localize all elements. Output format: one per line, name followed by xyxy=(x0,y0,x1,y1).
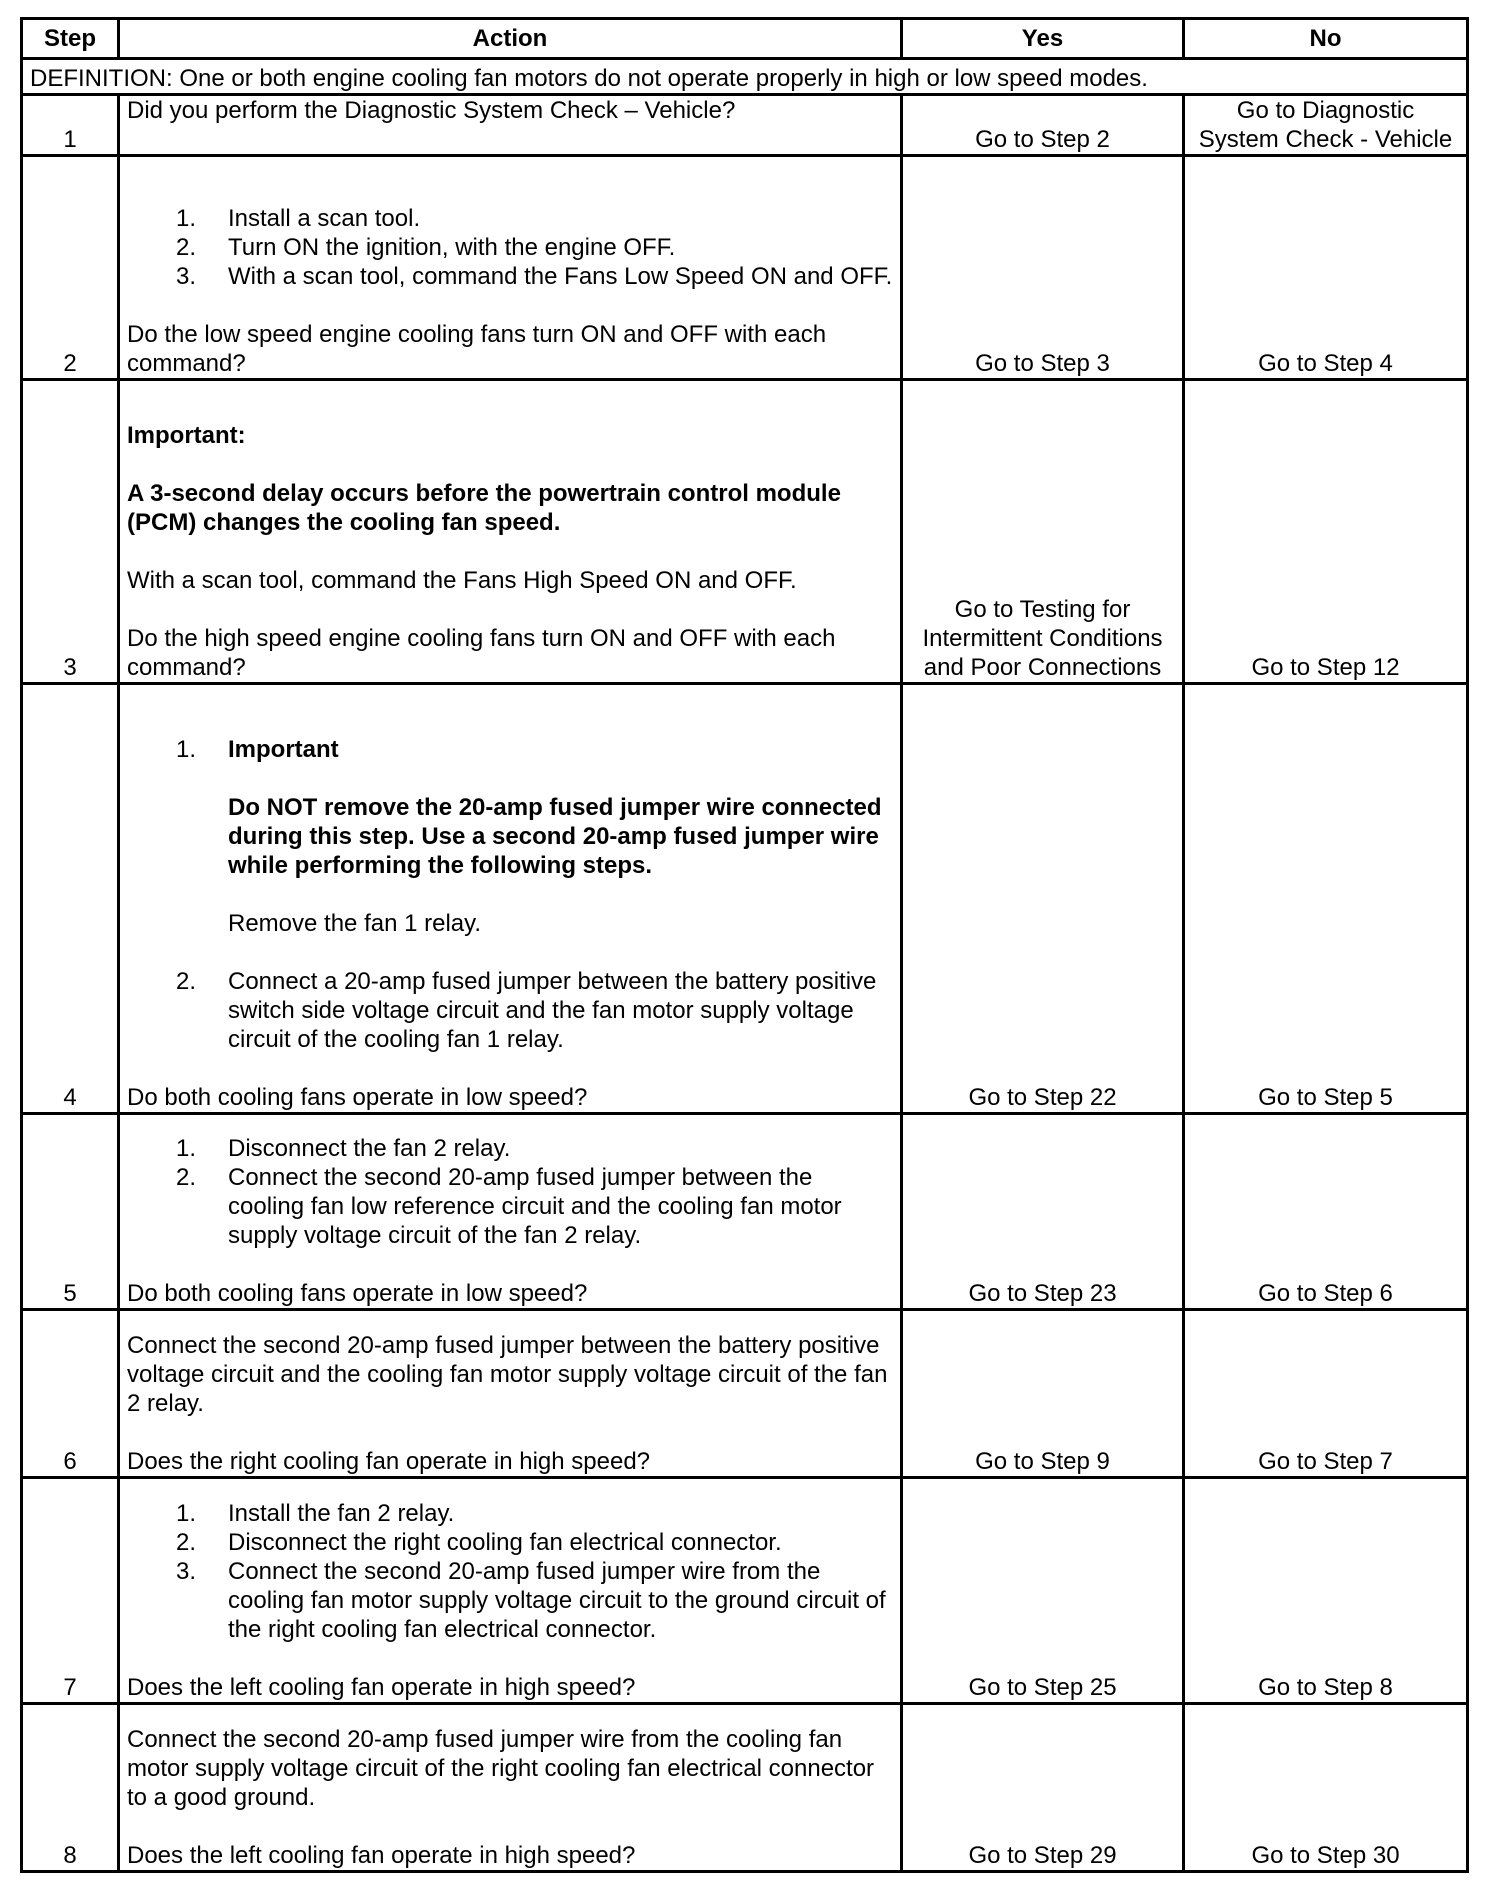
list-number: 1. xyxy=(176,736,197,763)
yes-result: Go to Step 2 xyxy=(902,95,1184,156)
instruction-text: With a scan tool, command the Fans High Speed ON and OFF. xyxy=(127,567,797,594)
yes-result: Go to Step 9 xyxy=(902,1310,1184,1478)
list-number: 1. xyxy=(176,205,197,232)
action-cell xyxy=(119,1114,902,1310)
list-item-text: Turn ON the ignition, with the engine OFF. xyxy=(228,234,676,261)
definition-text: DEFINITION: One or both engine cooling fan motors do not operate properly in high or low speed modes. xyxy=(22,59,1468,95)
action-cell xyxy=(119,156,902,380)
list-item-text: Connect the second 20-amp fused jumper between the cooling fan low reference circuit and the cooling fan motor supply voltage circuit of the fan 2 relay. xyxy=(228,1164,842,1249)
table-row xyxy=(22,95,1468,156)
header-no: No xyxy=(1184,19,1468,59)
step-number: 4 xyxy=(22,684,119,1114)
table-row xyxy=(22,684,1468,1114)
list-item xyxy=(127,1163,893,1250)
diagnostic-table xyxy=(20,17,1469,1873)
list-item xyxy=(127,1134,893,1163)
no-result: Go to Step 4 xyxy=(1184,156,1468,380)
no-result: Go to Step 8 xyxy=(1184,1478,1468,1704)
no-result-line: System Check - Vehicle xyxy=(1198,126,1453,153)
instruction-list xyxy=(127,735,893,1054)
yes-result: Go to Step 25 xyxy=(902,1478,1184,1704)
list-number: 2. xyxy=(176,234,197,261)
action-cell xyxy=(119,1310,902,1478)
yes-result: Go to Testing for Intermittent Conditions and Poor Connections xyxy=(902,380,1184,684)
important-text: Do NOT remove the 20-amp fused jumper wire connected during this step. Use a second 20-amp fused jumper wire while performing the following steps. xyxy=(228,794,882,879)
list-item-text: Disconnect the right cooling fan electrical connector. xyxy=(228,1529,782,1556)
header-action: Action xyxy=(119,19,902,59)
no-result-line: Go to Diagnostic xyxy=(1236,97,1415,124)
no-result: Go to Step 30 xyxy=(1184,1704,1468,1872)
list-number: 3. xyxy=(176,1558,197,1585)
list-item xyxy=(127,735,893,967)
list-item-text: Disconnect the fan 2 relay. xyxy=(228,1135,511,1162)
instruction-text: Connect the second 20-amp fused jumper between the battery positive voltage circuit and the cooling fan motor supply voltage circuit of the fan 2 relay. xyxy=(127,1332,888,1417)
table-row xyxy=(22,1310,1468,1478)
list-item-text: Install a scan tool. xyxy=(228,205,421,232)
question-text: Does the left cooling fan operate in high speed? xyxy=(127,1842,636,1869)
list-item xyxy=(127,967,893,1054)
list-number: 1. xyxy=(176,1500,197,1527)
step-number: 2 xyxy=(22,156,119,380)
instruction-text: Connect the second 20-amp fused jumper wire from the cooling fan motor supply voltage circuit of the right cooling fan electrical connector to a good ground. xyxy=(127,1726,875,1811)
list-item xyxy=(127,204,893,233)
yes-result: Go to Step 29 xyxy=(902,1704,1184,1872)
step-number: 5 xyxy=(22,1114,119,1310)
step-number: 1 xyxy=(22,95,119,156)
table-row xyxy=(22,1114,1468,1310)
list-item-text: Connect a 20-amp fused jumper between the battery positive switch side voltage circuit and the fan motor supply voltage circuit of the cooling fan 1 relay. xyxy=(228,968,877,1053)
important-label: Important: xyxy=(127,422,246,449)
action-cell xyxy=(119,95,902,156)
no-result: Go to Step 5 xyxy=(1184,684,1468,1114)
action-cell xyxy=(119,1478,902,1704)
yes-result: Go to Step 22 xyxy=(902,684,1184,1114)
header-yes: Yes xyxy=(902,19,1184,59)
list-number: 2. xyxy=(176,1529,197,1556)
step-number: 6 xyxy=(22,1310,119,1478)
list-item xyxy=(127,1528,893,1557)
table-row xyxy=(22,156,1468,380)
question-text: Do the high speed engine cooling fans turn ON and OFF with each command? xyxy=(127,625,836,681)
step-number: 3 xyxy=(22,380,119,684)
question-text: Does the left cooling fan operate in high speed? xyxy=(127,1674,636,1701)
list-item xyxy=(127,262,893,291)
step-number: 8 xyxy=(22,1704,119,1872)
action-cell xyxy=(119,380,902,684)
list-number: 2. xyxy=(176,968,197,995)
list-item xyxy=(127,233,893,262)
question-text: Do the low speed engine cooling fans turn ON and OFF with each command? xyxy=(127,321,827,377)
no-result xyxy=(1184,95,1468,156)
question-text: Do both cooling fans operate in low speed? xyxy=(127,1280,588,1307)
no-result: Go to Step 6 xyxy=(1184,1114,1468,1310)
table-row xyxy=(22,1478,1468,1704)
definition-row xyxy=(22,59,1468,95)
no-result: Go to Step 7 xyxy=(1184,1310,1468,1478)
action-cell xyxy=(119,1704,902,1872)
important-label: Important xyxy=(228,736,339,763)
list-item-text: Remove the fan 1 relay. xyxy=(228,910,482,937)
question-text: Do both cooling fans operate in low speed? xyxy=(127,1084,588,1111)
yes-result: Go to Step 23 xyxy=(902,1114,1184,1310)
list-item-text: Connect the second 20-amp fused jumper wire from the cooling fan motor supply voltage circuit to the ground circuit of the right cooling fan electrical connector. xyxy=(228,1558,886,1643)
step-number: 7 xyxy=(22,1478,119,1704)
list-item xyxy=(127,1499,893,1528)
instruction-list xyxy=(127,204,893,291)
instruction-list xyxy=(127,1134,893,1250)
table-row xyxy=(22,380,1468,684)
list-item-text: Install the fan 2 relay. xyxy=(228,1500,455,1527)
header-row xyxy=(22,19,1468,59)
list-item-text: With a scan tool, command the Fans Low Speed ON and OFF. xyxy=(228,263,893,290)
table-row xyxy=(22,1704,1468,1872)
important-text: A 3-second delay occurs before the powertrain control module (PCM) changes the cooling fan speed. xyxy=(127,480,841,536)
yes-result: Go to Step 3 xyxy=(902,156,1184,380)
question-text: Does the right cooling fan operate in high speed? xyxy=(127,1448,651,1475)
list-number: 3. xyxy=(176,263,197,290)
list-number: 1. xyxy=(176,1135,197,1162)
list-number: 2. xyxy=(176,1164,197,1191)
header-step: Step xyxy=(22,19,119,59)
list-item xyxy=(127,1557,893,1644)
instruction-list xyxy=(127,1499,893,1644)
no-result: Go to Step 12 xyxy=(1184,380,1468,684)
action-cell xyxy=(119,684,902,1114)
question-text: Did you perform the Diagnostic System Check – Vehicle? xyxy=(127,97,736,124)
